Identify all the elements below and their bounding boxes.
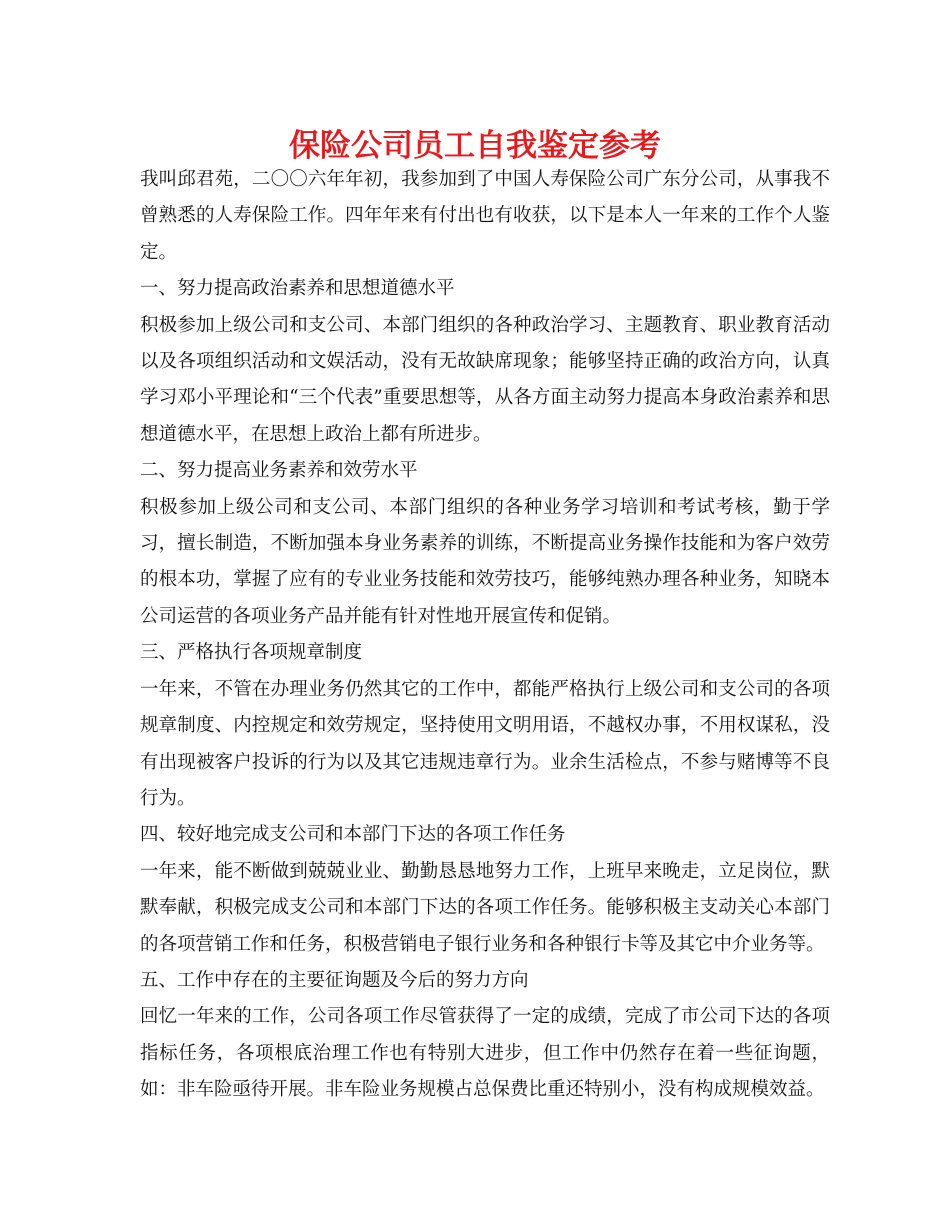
document-title: 保险公司员工自我鉴定参考 <box>289 128 661 164</box>
document-body <box>140 162 830 1109</box>
section-paragraph-4: 一年来，能不断做到兢兢业业、勤勤恳恳地努力工作，上班早来晚走，立足岗位，默默奉献，积极完成支公司和本部门下达的各项工作任务。能够积极主支动关心本部门的各项营销工作和任务，积极营销电子银行业务和各种银行卡等及其它中介业务等。 <box>140 860 830 955</box>
section-heading-4: 四、较好地完成支公司和本部门下达的各项工作任务 <box>140 824 566 846</box>
section-paragraph-2: 积极参加上级公司和支公司、本部门组织的各种业务学习培训和考试考核，勤于学习，擅长制造，不断加强本身业务素养的训练，不断提高业务操作技能和为客户效劳的根本功，掌握了应有的专业业务技能和效劳技巧，能够纯熟办理各种业务，知晓本公司运营的各项业务产品并能有针对性地开展宣传和促销。 <box>140 496 830 627</box>
section-paragraph-3: 一年来，不管在办理业务仍然其它的工作中，都能严格执行上级公司和支公司的各项规章制度、内控规定和效劳规定，坚持使用文明用语，不越权办事，不用权谋私，没有出现被客户投诉的行为以及其它违规违章行为。业余生活检点，不参与赌博等不良行为。 <box>140 678 830 809</box>
section-heading-5: 五、工作中存在的主要征询题及今后的努力方向 <box>140 969 529 991</box>
section-paragraph-1: 积极参加上级公司和支公司、本部门组织的各种政治学习、主题教育、职业教育活动以及各项组织活动和文娱活动，没有无故缺席现象；能够坚持正确的政治方向，认真学习邓小平理论和“三个代表”重要思想等，从各方面主动努力提高本身政治素养和思想道德水平，在思想上政治上都有所进步。 <box>140 314 830 445</box>
intro-paragraph: 我叫邱君苑，二〇〇六年年初，我参加到了中国人寿保险公司广东分公司，从事我不曾熟悉的人寿保险工作。四年年来有付出也有收获，以下是本人一年来的工作个人鉴定。 <box>140 169 830 263</box>
section-heading-1: 一、努力提高政治素养和思想道德水平 <box>140 278 455 300</box>
section-heading-3: 三、严格执行各项规章制度 <box>140 642 363 664</box>
section-paragraph-5: 回忆一年来的工作，公司各项工作尽管获得了一定的成绩，完成了市公司下达的各项指标任务，各项根底治理工作也有特别大进步，但工作中仍然存在着一些征询题，如：非车险亟待开展。非车险业务规模占总保费比重还特别小，没有构成规模效益。 <box>140 1006 830 1101</box>
section-heading-2: 二、努力提高业务素养和效劳水平 <box>140 460 418 482</box>
